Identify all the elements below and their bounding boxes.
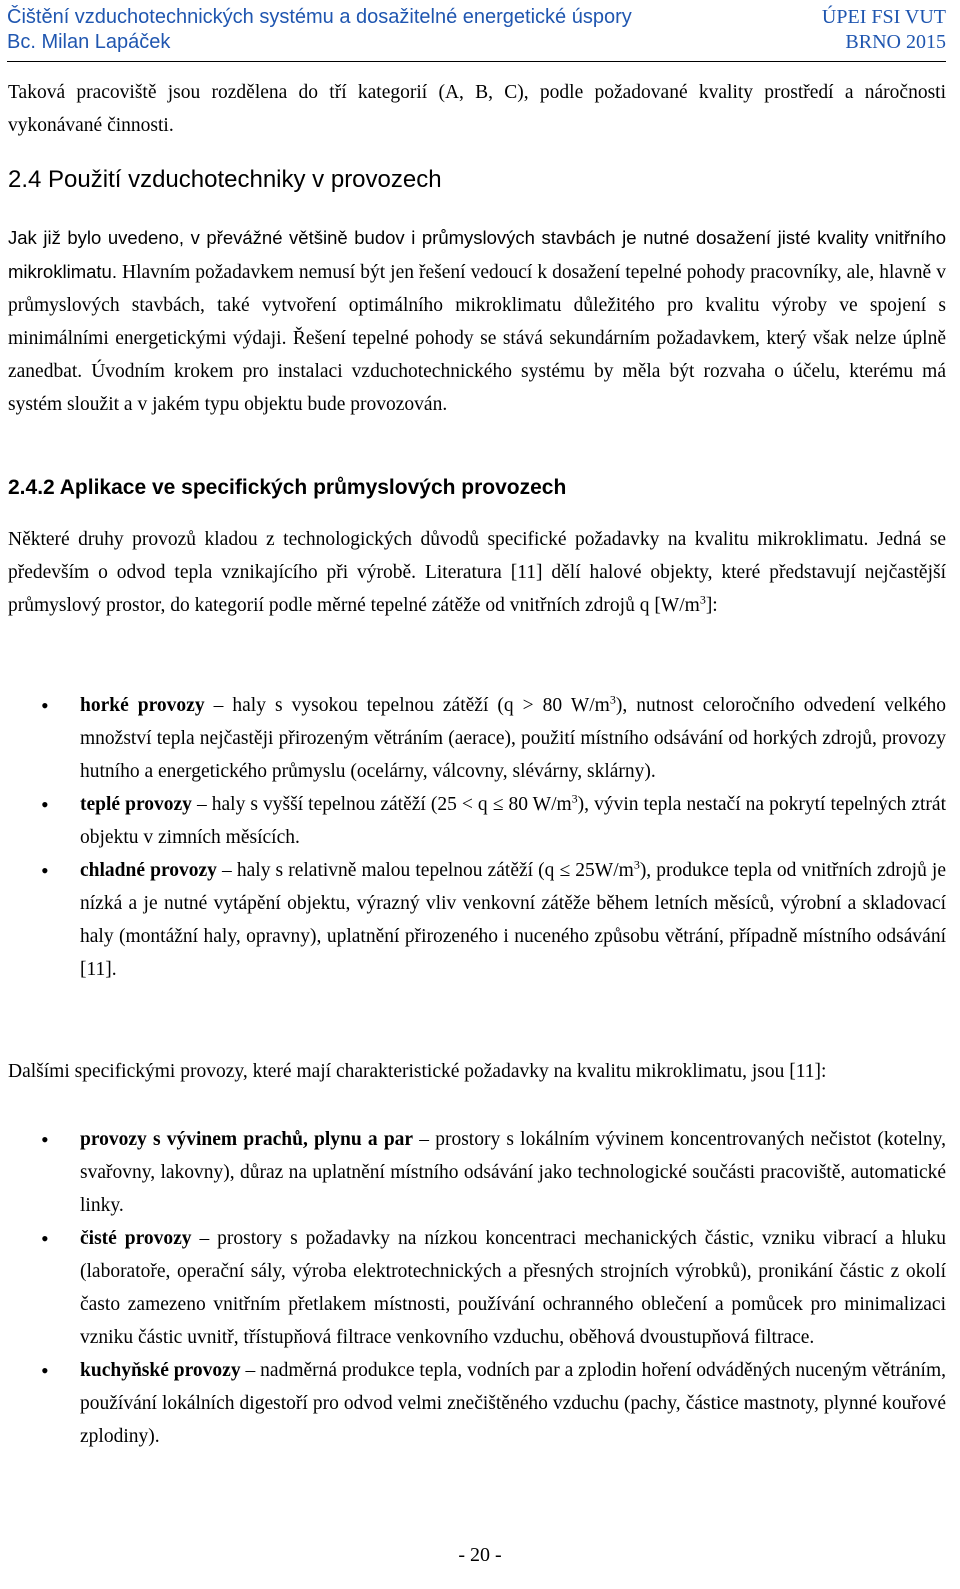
paragraph-sans-part: Jak již bylo uvedeno, v převážné většině budov i průmyslových stavbách je nutné dosažení jisté kvality vnitřního mikroklimatu. — [8, 227, 946, 282]
section-heading-2-4: 2.4 Použití vzduchotechniky v provozech — [8, 166, 442, 193]
page-number: - 20 - — [458, 1544, 502, 1566]
list-item: • chladné provozy – haly s relativně malou tepelnou zátěží $(q \le 25W/m^3)$, produkce tepla od vnitřních zdrojů je nízká a je nutné vytápění objektu, výrazný vliv venkovní zátěže během letních měsíců, výrobní a skladovací haly (montážní haly, opravny), uplatnění přirozeného i nuceného způsobu větrání, případně místního odsávání [11]. — [8, 854, 946, 986]
hall-categories-list — [8, 689, 946, 986]
header-institution: ÚPEI FSI VUT — [821, 6, 946, 28]
categories-paragraph: Některé druhy provozů kladou z technologických důvodů specifické požadavky na kvalitu mikroklimatu. Jedná se především o odvod tepla vznikajícího při výrobě. Literatura [11] dělí halové objekty, které představují nejčastější průmyslový prostor, do kategorií podle měrné tepelné zátěže od vnitřních zdrojů q $[W/m^3]$: — [8, 529, 946, 616]
section-2-4-paragraph — [8, 221, 946, 421]
list-item: • kuchyňské provozy – nadměrná produkce tepla, vodních par a zplodin hoření odváděných nuceným větráním, používání lokálních digestoří pro odvod velmi znečištěného vzduchu (pachy, částice mastnoty, plynné kouřové zplodiny). — [8, 1354, 946, 1453]
section-2-4-2-intro — [8, 523, 946, 622]
header-title: Čištění vzduchotechnických systému a dosažitelné energetické úspory — [7, 6, 632, 28]
list-item: • teplé provozy – haly s vyšší tepelnou zátěží (25 < q ≤ 80 $W/m^3$), vývin tepla nestačí na pokrytí tepelných ztrát objektu v zimních měsících. — [8, 788, 946, 854]
list-item: • čisté provozy – prostory s požadavky na nízkou koncentraci mechanických částic, vzniku vibrací a hluku (laboratoře, operační sály, výroba elektrotechnických a přesných strojních výrobků), pronikání částic z okolí často zamezeno vnitřním přetlakem místnosti, používání ochranného oblečení a pomůcek pro minimalizaci vzniku částic uvnitř, třístupňová filtrace venkovního vzduchu, oběhová dvoustupňová filtrace. — [8, 1222, 946, 1354]
specific-operations-paragraph: Dalšími specifickými provozy, které mají charakteristické požadavky na kvalitu mikroklimatu, jsou [11]: — [8, 1061, 827, 1082]
intro-block — [8, 76, 946, 142]
specific-operations-list — [8, 1123, 946, 1453]
intro-paragraph: Taková pracoviště jsou rozdělena do tří kategorií (A, B, C), podle požadované kvality prostředí a náročnosti vykonávané činnosti. — [8, 82, 946, 136]
page-header — [7, 5, 946, 62]
header-author: Bc. Milan Lapáček — [7, 31, 171, 53]
section-heading-2-4-2: 2.4.2 Aplikace ve specifických průmyslových provozech — [8, 476, 567, 499]
specific-operations-intro — [8, 1055, 946, 1088]
header-city-year: BRNO 2015 — [845, 31, 946, 53]
list-item: • horké provozy – haly s vysokou tepelnou zátěží (q > 80 $W/m^3$), nutnost celoročního odvedení velkého množství tepla nejčastěji přirozeným větráním (aerace), použití místního odsávání od horkých zdrojů, provozy hutního a energetického průmyslu (ocelárny, válcovny, slévárny, sklárny). — [8, 689, 946, 788]
list-item: • provozy s vývinem prachů, plynu a par – prostory s lokálním vývinem koncentrovaných nečistot (kotelny, svařovny, lakovny), důraz na uplatnění místního odsávání jako technologické součásti pracoviště, automatické linky. — [8, 1123, 946, 1222]
section-2-4-body — [8, 221, 946, 421]
paragraph-serif-part: Hlavním požadavkem nemusí být jen řešení vedoucí k dosažení tepelné pohody pracovníky, ale, hlavně v průmyslových stavbách, také vytvoření optimálního mikroklimatu důležitého pro kvalitu výroby ve spojení s minimálními energetickými výdaji. Řešení tepelné pohody se stává sekundárním požadavkem, který však nelze úplně zanedbat. Úvodním krokem pro instalaci vzduchotechnického systému by měla být rozvaha o účelu, kterému má systém sloužit a v jakém typu objektu bude provozován. — [8, 262, 946, 415]
